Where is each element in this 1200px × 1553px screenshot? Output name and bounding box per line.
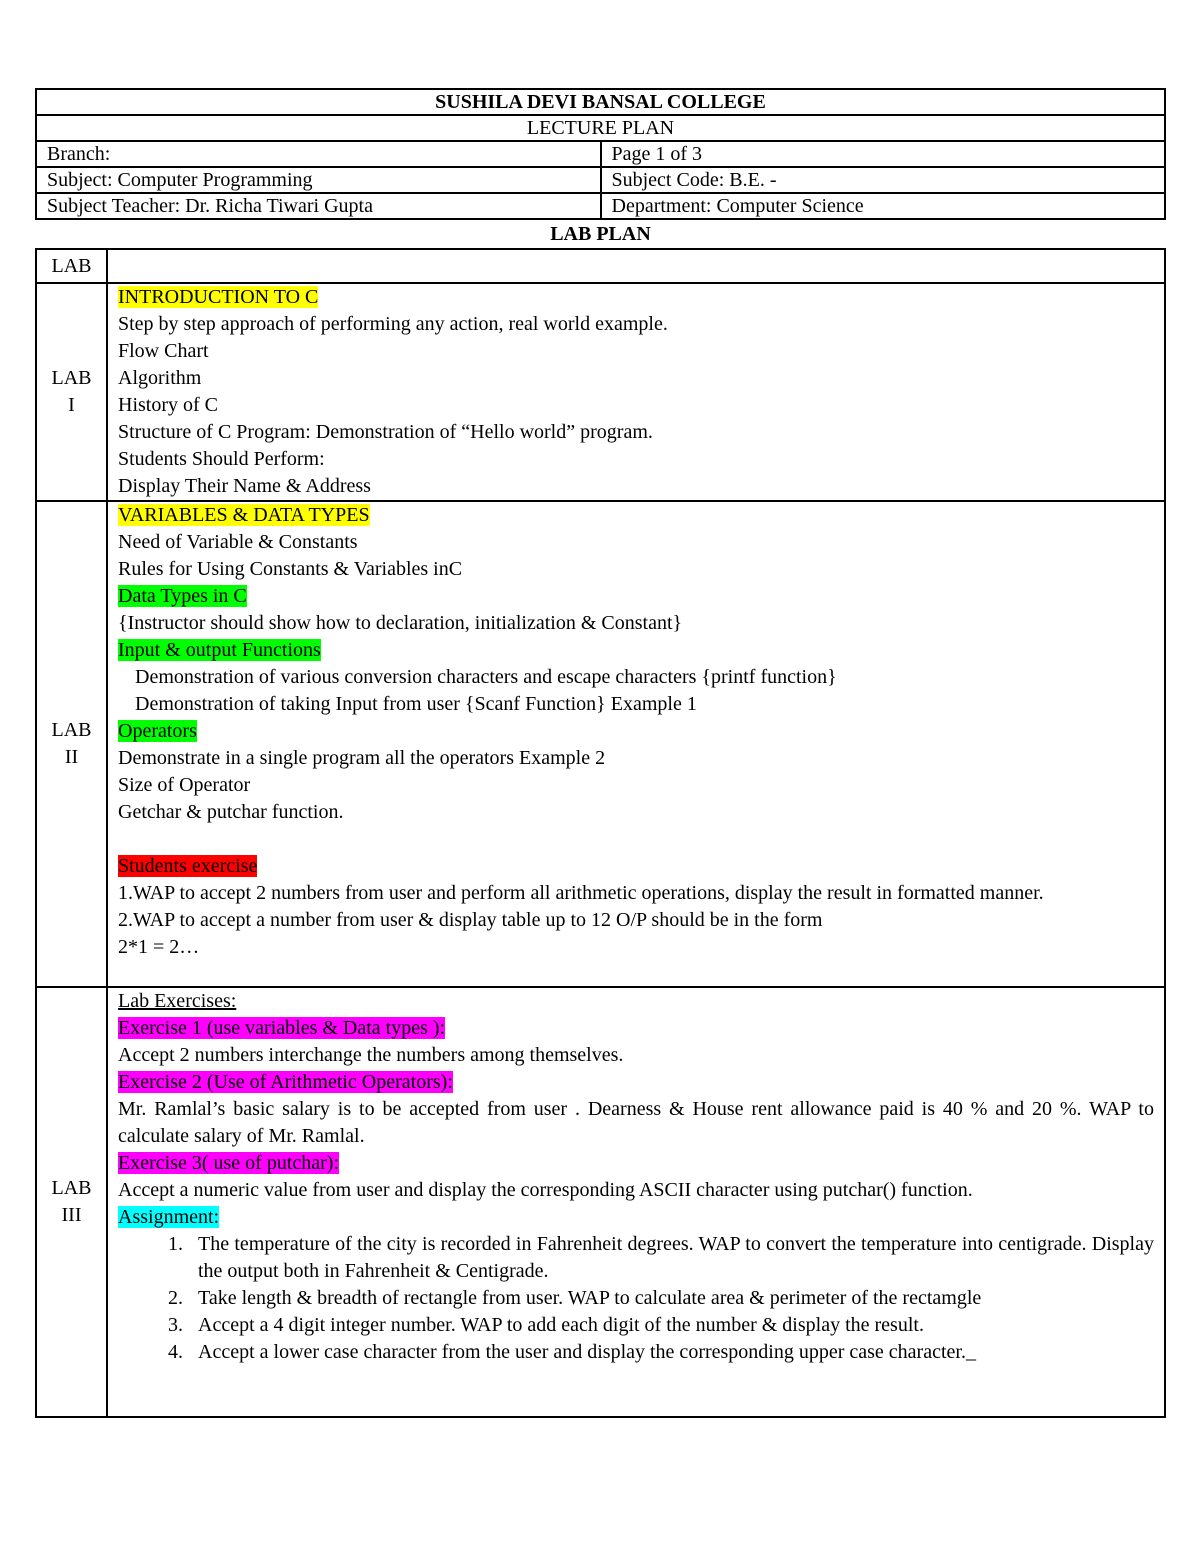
lecture-plan-document: [35, 88, 1166, 1418]
lab-2-row: [36, 501, 1165, 987]
lab-2-line: Getchar & putchar function.: [118, 801, 344, 823]
lab-2-line: Need of Variable & Constants: [118, 531, 358, 553]
lab-1-label-b: I: [68, 394, 75, 416]
exercise-3-heading: Exercise 3( use of putchar):: [118, 1152, 340, 1174]
lab-exercises-heading: Lab Exercises:: [118, 990, 237, 1012]
lab-3-line: Mr. Ramlal’s basic salary is to be accepted from user . Dearness & House rent allowance paid is 40 % and 20 %. WAP to calculate salary of Mr. Ramlal.: [118, 1098, 1154, 1147]
lab-2-line: Demonstrate in a single program all the operators Example 2: [118, 747, 606, 769]
lab-1-content: [107, 283, 1165, 501]
lab-1-line: Flow Chart: [118, 340, 209, 362]
lab-1-line: Students Should Perform:: [118, 448, 325, 470]
lab-2-line: 2*1 = 2…: [118, 936, 200, 958]
department-field: Department: Computer Science: [601, 193, 1166, 219]
lab-2-content: [107, 501, 1165, 987]
lab-2-subheading: Operators: [118, 720, 197, 742]
lab-1-line: Structure of C Program: Demonstration of “Hello world” program.: [118, 421, 653, 443]
subject-code-field: Subject Code: B.E. -: [601, 167, 1166, 193]
lab-3-label-a: LAB: [51, 1177, 92, 1199]
lab-2-exercise: 1.WAP to accept 2 numbers from user and perform all arithmetic operations, display the result in formatted manner.: [118, 882, 1044, 904]
lab-2-exercise: 2.WAP to accept a number from user & display table up to 12 O/P should be in the form: [118, 909, 823, 931]
assignment-item: 3. Accept a 4 digit integer number. WAP to add each digit of the number & display the result.: [188, 1312, 1154, 1339]
page-number: Page 1 of 3: [601, 141, 1166, 167]
exercise-2-heading: Exercise 2 (Use of Arithmetic Operators):: [118, 1071, 453, 1093]
assignment-item: 1. The temperature of the city is recorded in Fahrenheit degrees. WAP to convert the temperature into centigrade. Display the output both in Fahrenheit & Centigrade.: [188, 1231, 1154, 1285]
lab-1-label: [36, 283, 107, 501]
spacer: [118, 826, 1154, 853]
lab-3-line: Accept 2 numbers interchange the numbers among themselves.: [118, 1044, 624, 1066]
lab-2-label-b: II: [64, 746, 79, 768]
lab-1-row: [36, 283, 1165, 501]
assignment-heading: Assignment:: [118, 1206, 220, 1228]
lab-2-line: Size of Operator: [118, 774, 251, 796]
lab-header-row: [36, 249, 1165, 283]
lab-plan-title: LAB PLAN: [550, 223, 651, 245]
lab-3-label-b: III: [61, 1204, 82, 1226]
assignment-item: 2. Take length & breadth of rectangle from user. WAP to calculate area & perimeter of the rectamgle: [188, 1285, 1154, 1312]
lab-3-row: [36, 987, 1165, 1417]
lab-header-content: [107, 249, 1165, 283]
assignment-list: [118, 1231, 1154, 1366]
lab-2-line: {Instructor should show how to declaration, initialization & Constant}: [118, 612, 683, 634]
lab-table: [35, 248, 1166, 1418]
plan-title: LECTURE PLAN: [36, 115, 1165, 141]
lab-2-subheading: Input & output Functions: [118, 639, 321, 661]
lab-1-line: Display Their Name & Address: [118, 475, 371, 497]
lab-2-label: [36, 501, 107, 987]
branch-field: Branch:: [36, 141, 601, 167]
header-table: [35, 88, 1166, 220]
students-exercise-heading: Students exercise: [118, 855, 258, 877]
lab-3-content: [107, 987, 1165, 1417]
lab-2-line: Demonstration of taking Input from user {Scanf Function} Example 1: [135, 693, 697, 715]
college-name: SUSHILA DEVI BANSAL COLLEGE: [36, 89, 1165, 115]
lab-3-label: [36, 987, 107, 1417]
subject-field: Subject: Computer Programming: [36, 167, 601, 193]
lab-2-line: Rules for Using Constants & Variables inC: [118, 558, 463, 580]
lab-1-topic-heading: INTRODUCTION TO C: [118, 286, 319, 308]
lab-1-line: History of C: [118, 394, 218, 416]
lab-header-label: LAB: [36, 249, 107, 283]
lab-2-topic-heading: VARIABLES & DATA TYPES: [118, 504, 370, 526]
lab-1-label-a: LAB: [51, 367, 92, 389]
exercise-1-heading: Exercise 1 (use variables & Data types ):: [118, 1017, 446, 1039]
lab-1-line: Algorithm: [118, 367, 202, 389]
teacher-field: Subject Teacher: Dr. Richa Tiwari Gupta: [36, 193, 601, 219]
lab-2-line: Demonstration of various conversion characters and escape characters {printf function}: [135, 666, 837, 688]
lab-3-line: Accept a numeric value from user and display the corresponding ASCII character using putchar() function.: [118, 1179, 973, 1201]
lab-2-label-a: LAB: [51, 719, 92, 741]
assignment-item: 4. Accept a lower case character from the user and display the corresponding upper case character._: [188, 1339, 1154, 1366]
lab-2-subheading: Data Types in C: [118, 585, 247, 607]
lab-1-line: Step by step approach of performing any action, real world example.: [118, 313, 668, 335]
